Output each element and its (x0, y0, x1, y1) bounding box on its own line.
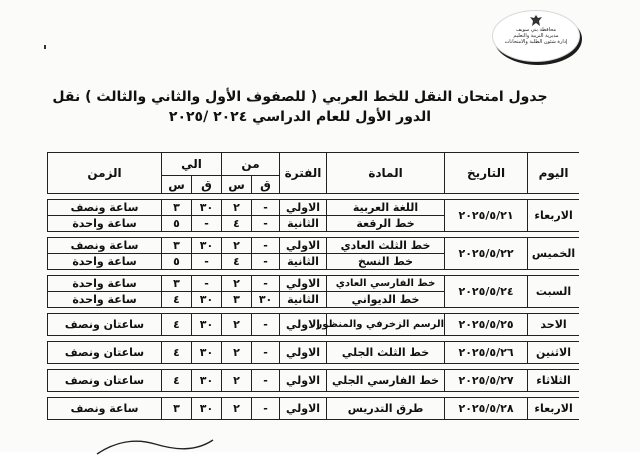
period-cell: الثانية (280, 254, 327, 270)
period-cell: الاولي (280, 276, 327, 292)
scan-mark (44, 45, 46, 49)
exam-schedule-table (47, 152, 579, 420)
period-cell: الثانية (280, 216, 327, 232)
table-row (48, 370, 580, 392)
from-minute-cell: ٣٠ (252, 292, 280, 308)
date-cell: ٢٠٢٥/٥/٢٨ (445, 398, 528, 420)
to-hour-cell: ٣ (162, 398, 192, 420)
from-minute-cell: - (252, 342, 280, 364)
date-cell: ٢٠٢٥/٥/٢٢ (445, 238, 528, 270)
from-minute-cell: - (252, 314, 280, 336)
eagle-emblem-icon (530, 15, 542, 26)
signature (95, 436, 215, 456)
period-cell: الاولي (280, 398, 327, 420)
subject-cell: خط الفارسي الجلي (327, 370, 445, 392)
duration-cell: ساعة ونصف (48, 200, 162, 216)
header-duration: الزمن (48, 153, 162, 194)
logo-line-2: مديرية التربية والتعليم (513, 33, 559, 39)
to-minute-cell: ٣٠ (192, 342, 222, 364)
to-hour-cell: ٤ (162, 292, 192, 308)
from-minute-cell: - (252, 398, 280, 420)
header-period: الفترة (280, 153, 327, 194)
date-cell: ٢٠٢٥/٥/٢٥ (445, 314, 528, 336)
duration-cell: ساعة واحدة (48, 254, 162, 270)
to-hour-cell: ٤ (162, 314, 192, 336)
to-minute-cell: ٣٠ (192, 370, 222, 392)
to-hour-cell: ٤ (162, 342, 192, 364)
to-minute-cell: ٣٠ (192, 292, 222, 308)
to-minute-cell: - (192, 254, 222, 270)
from-hour-cell: ٤ (222, 254, 252, 270)
day-cell: الخميس (528, 238, 579, 270)
to-minute-cell: ٣٠ (192, 314, 222, 336)
duration-cell: ساعة واحدة (48, 276, 162, 292)
date-cell: ٢٠٢٥/٥/٢٦ (445, 342, 528, 364)
logo-line-3: إدارة شئون الطلبة والامتحانات (504, 39, 568, 45)
to-hour-cell: ٤ (162, 370, 192, 392)
date-cell: ٢٠٢٥/٥/٢٤ (445, 276, 528, 308)
day-cell: الثلاثاء (528, 370, 579, 392)
header-from-minute: ق (252, 176, 280, 194)
from-hour-cell: ٢ (222, 370, 252, 392)
from-minute-cell: - (252, 276, 280, 292)
from-hour-cell: ٢ (222, 276, 252, 292)
table-row (48, 200, 580, 216)
subject-cell: خط الديواني (327, 292, 445, 308)
from-hour-cell: ٢ (222, 200, 252, 216)
duration-cell: ساعة واحدة (48, 216, 162, 232)
subject-cell: اللغة العربية (327, 200, 445, 216)
period-cell: الاولي (280, 238, 327, 254)
to-hour-cell: ٣ (162, 238, 192, 254)
schedule-body (48, 194, 580, 420)
from-minute-cell: - (252, 254, 280, 270)
header-subject: المادة (327, 153, 445, 194)
from-hour-cell: ٢ (222, 398, 252, 420)
to-minute-cell: - (192, 276, 222, 292)
to-hour-cell: ٥ (162, 254, 192, 270)
duration-cell: ساعتان ونصف (48, 314, 162, 336)
to-hour-cell: ٣ (162, 200, 192, 216)
subject-cell: الرسم الزخرفي والمنظور (327, 314, 445, 336)
day-cell: السبت (528, 276, 579, 308)
subject-cell: خط الرقعة (327, 216, 445, 232)
page-subtitle: الدور الأول للعام الدراسي ٢٠٢٤ /٢٠٢٥ (168, 109, 432, 125)
page-title: جدول امتحان النقل للخط العربي ( للصفوف الأول والثاني والثالث ) نقل (52, 89, 548, 105)
day-cell: الاربعاء (528, 398, 579, 420)
from-minute-cell: - (252, 200, 280, 216)
duration-cell: ساعة ونصف (48, 238, 162, 254)
day-cell: الاحد (528, 314, 579, 336)
header-from: من (222, 153, 280, 176)
to-hour-cell: ٣ (162, 276, 192, 292)
from-minute-cell: - (252, 216, 280, 232)
day-cell: الاربعاء (528, 200, 579, 232)
from-hour-cell: ٢ (222, 238, 252, 254)
exam-schedule-table-container (47, 152, 579, 452)
from-hour-cell: ٢ (222, 342, 252, 364)
table-row (48, 276, 580, 292)
logo-line-1: محافظة بني سويف (515, 27, 557, 33)
to-hour-cell: ٥ (162, 216, 192, 232)
header-from-hour: س (222, 176, 252, 194)
duration-cell: ساعتان ونصف (48, 370, 162, 392)
date-cell: ٢٠٢٥/٥/٢٧ (445, 370, 528, 392)
table-row (48, 238, 580, 254)
from-minute-cell: - (252, 238, 280, 254)
subject-cell: طرق التدريس (327, 398, 445, 420)
period-cell: الثانية (280, 292, 327, 308)
duration-cell: ساعتان ونصف (48, 342, 162, 364)
period-cell: الاولي (280, 200, 327, 216)
date-cell: ٢٠٢٥/٥/٢١ (445, 200, 528, 232)
period-cell: الاولي (280, 370, 327, 392)
subject-cell: خط النسخ (327, 254, 445, 270)
to-minute-cell: - (192, 216, 222, 232)
header-to-minute: ق (192, 176, 222, 194)
subject-cell: خط الثلث الجلي (327, 342, 445, 364)
subject-cell: خط الثلث العادي (327, 238, 445, 254)
header-date: التاريخ (445, 153, 528, 194)
to-minute-cell: ٣٠ (192, 200, 222, 216)
header-to-hour: س (162, 176, 192, 194)
from-hour-cell: ٤ (222, 216, 252, 232)
subject-cell: خط الفارسي العادي (327, 276, 445, 292)
duration-cell: ساعة ونصف (48, 398, 162, 420)
table-row (48, 342, 580, 364)
to-minute-cell: ٣٠ (192, 398, 222, 420)
from-hour-cell: ٣ (222, 292, 252, 308)
from-minute-cell: - (252, 370, 280, 392)
table-row (48, 314, 580, 336)
table-row (48, 398, 580, 420)
header-to: الي (162, 153, 222, 176)
directorate-logo (492, 10, 580, 62)
day-cell: الاثنين (528, 342, 579, 364)
header-day: اليوم (528, 153, 579, 194)
to-minute-cell: ٣٠ (192, 238, 222, 254)
period-cell: الاولي (280, 342, 327, 364)
from-hour-cell: ٢ (222, 314, 252, 336)
period-cell: الاولي (280, 314, 327, 336)
duration-cell: ساعة واحدة (48, 292, 162, 308)
